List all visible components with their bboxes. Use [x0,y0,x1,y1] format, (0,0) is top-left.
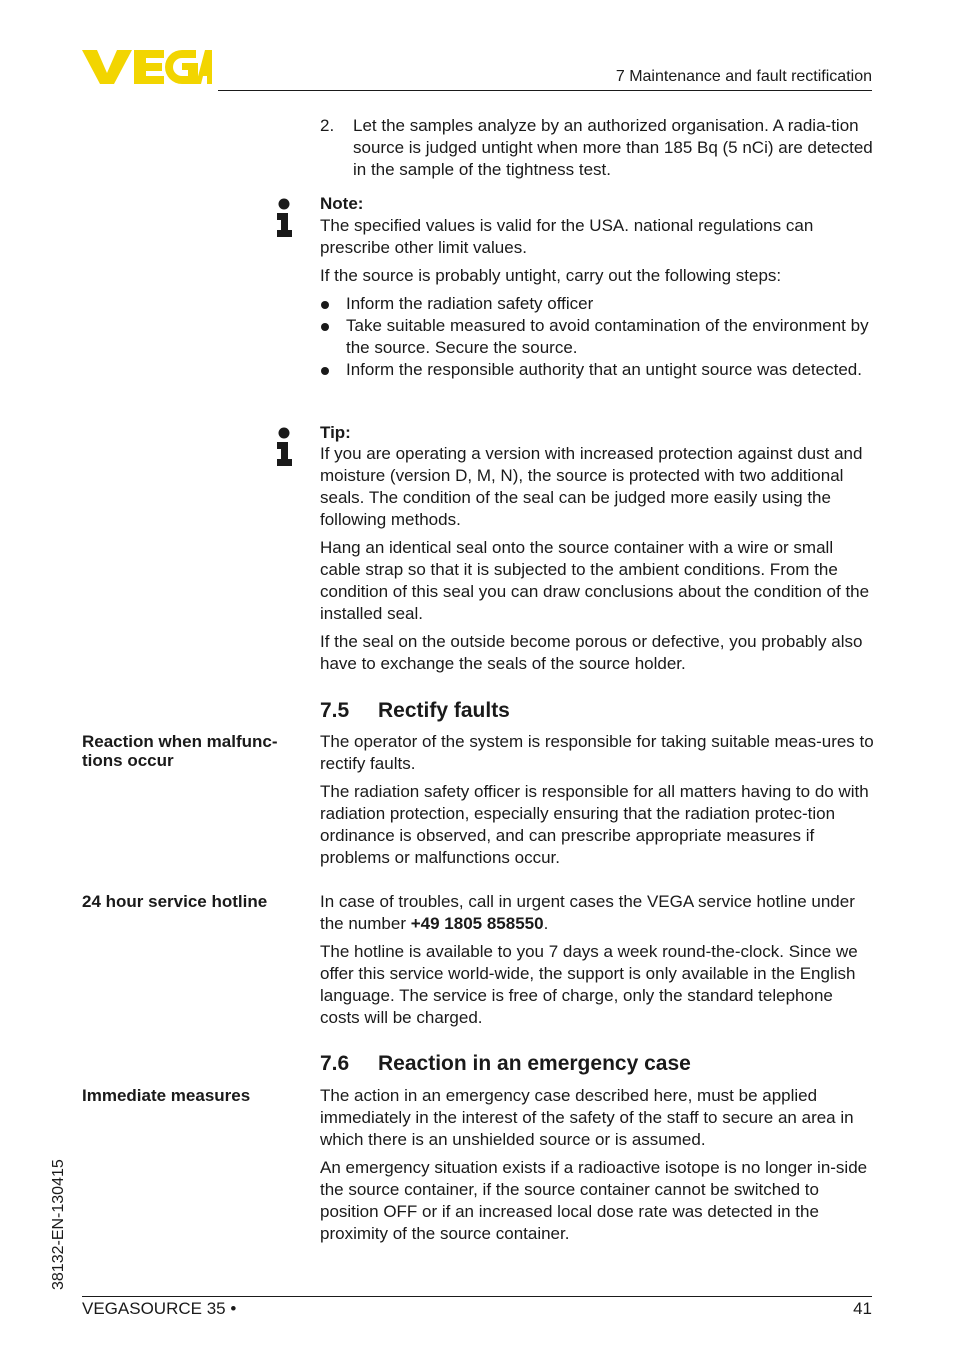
paragraph: The operator of the system is responsible for taking suitable meas-ures to rectify faults. [320,732,874,773]
list-item: Take suitable measured to avoid contamination of the environment by the source. Secure the source. [320,315,874,359]
margin-label: Reaction when malfunc-tions occur [82,732,278,770]
bullet-icon [321,301,329,309]
note-title: Note: [320,194,364,213]
section-number: 7.6 [320,1052,350,1075]
info-icon [276,427,294,467]
section-heading [320,699,510,723]
hotline-paragraph: In case of troubles, call in urgent cases the VEGA service hotline under the number +49 1805 858550. [320,892,855,933]
paragraph: The radiation safety officer is responsible for all matters having to do with radiation protection, especially ensuring that the radiation protec-tion ordinance is observed, and can prescribe appropriate measures if problems or malfunctions occur. [320,782,869,867]
section-title: Rectify faults [378,699,510,722]
margin-label: Immediate measures [82,1086,251,1105]
step-text: Let the samples analyze by an authorized organisation. A radia-tion source is judged untight when more than 185 Bq (5 nCi) are detected in the sample of the tightness test. [353,116,873,179]
paragraph: The hotline is available to you 7 days a week round-the-clock. Since we offer this service world-wide, the support is only available in the English language. The service is free of charge, only the standard telephone costs will be charged. [320,942,858,1027]
list-item: Inform the responsible authority that an untight source was detected. [320,359,874,381]
footer-product: VEGASOURCE 35 • [82,1299,237,1318]
step-number: 2. [320,116,335,135]
running-header: 7 Maintenance and fault rectification [615,68,872,85]
document-number: 38132-EN-130415 [50,1159,67,1290]
page-number: 41 [853,1299,872,1318]
paragraph: The action in an emergency case described here, must be applied immediately in the interest of the safety of the staff to secure an area in which there is an unshielded source or is assumed. [320,1086,854,1149]
paragraph: An emergency situation exists if a radioactive isotope is no longer in-side the source container, if the source container cannot be switched to position OFF or if an increased local dose rate was detected in the proximity of the source container. [320,1158,868,1243]
note-text: The specified values is valid for the USA. national regulations can prescribe other limit values. [320,216,814,257]
steps-list [320,293,874,381]
info-icon [276,198,294,238]
tip-title: Tip: [320,423,351,442]
section-title: Reaction in an emergency case [378,1052,691,1075]
hotline-phone: +49 1805 858550 [410,914,544,933]
note-intro: If the source is probably untight, carry out the following steps: [320,266,782,285]
list-item: Inform the radiation safety officer [320,293,874,315]
section-heading [320,1052,691,1076]
header-divider [218,90,872,91]
vega-logo [82,50,212,84]
footer-divider [82,1296,872,1297]
tip-text: If you are operating a version with increased protection against dust and moisture (version D, M, N), the source is protected with two additional seals. The condition of the seal can be judged more easily using the following methods. [320,444,863,529]
bullet-icon [321,323,329,331]
tip-paragraph: Hang an identical seal onto the source container with a wire or small cable strap so that it is subjected to the ambient conditions. From the condition of this seal you can draw conclusions about the condition of the installed seal. [320,538,870,623]
tip-paragraph: If the seal on the outside become porous or defective, you probably also have to exchange the seals of the source holder. [320,632,863,673]
bullet-icon [321,367,329,375]
section-number: 7.5 [320,699,350,722]
margin-label: 24 hour service hotline [82,892,268,911]
